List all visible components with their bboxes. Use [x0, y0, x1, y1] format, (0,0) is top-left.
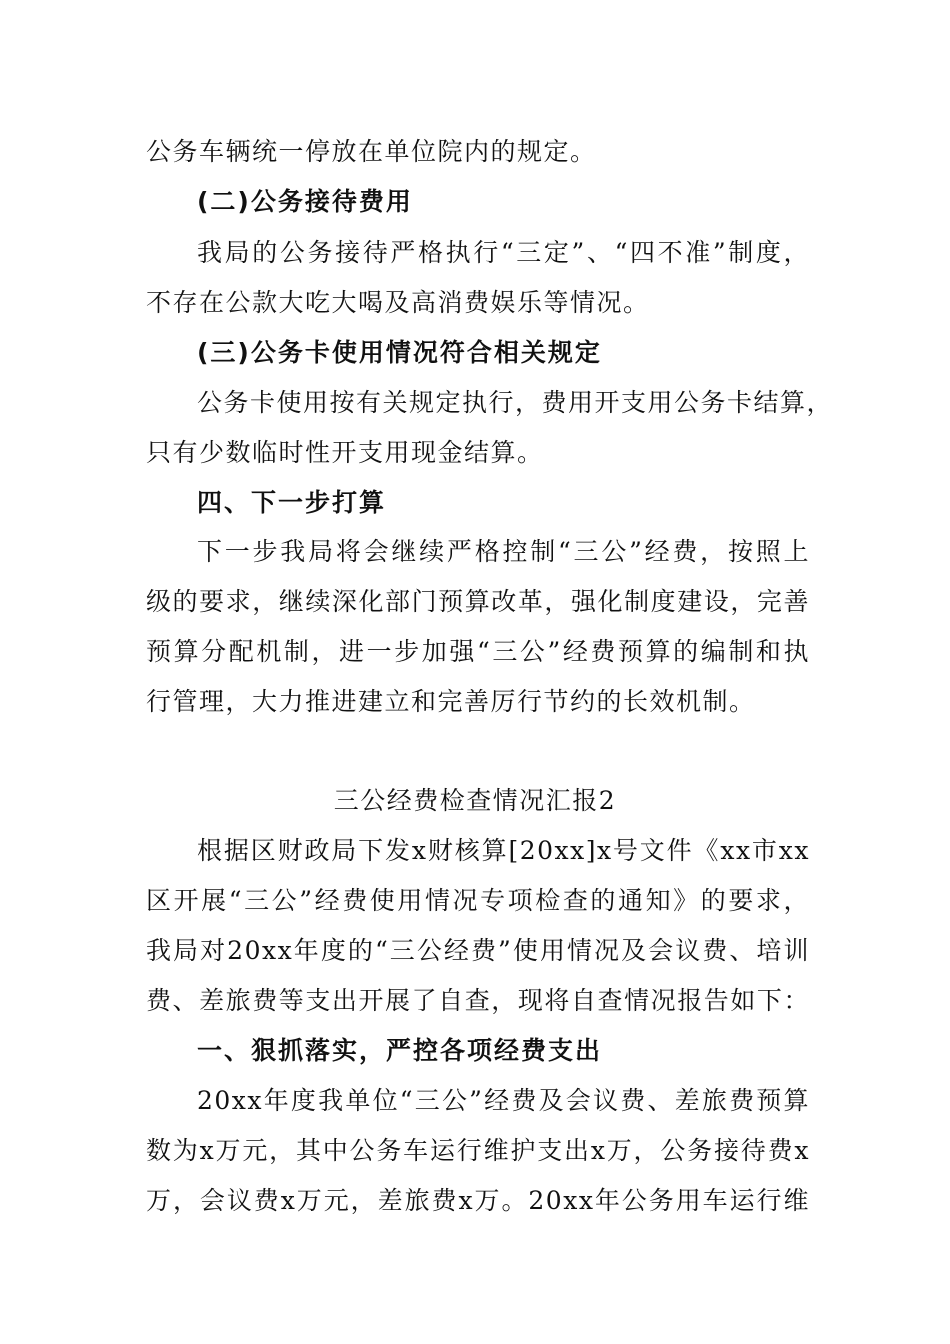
body-text-line: 不存在公款大吃大喝及高消费娱乐等情况。	[146, 288, 650, 317]
body-text-line: 万，会议费x万元，差旅费x万。20xx年公务用车运行维	[146, 1186, 810, 1215]
body-text-line: 公务车辆统一停放在单位院内的规定。	[146, 137, 597, 166]
section-heading: (二)公务接待费用	[197, 187, 413, 216]
body-text-line: 公务卡使用按有关规定执行，费用开支用公务卡结算，	[197, 388, 834, 417]
section-heading: (三)公务卡使用情况符合相关规定	[197, 338, 602, 367]
body-text-line: 20xx年度我单位“三公”经费及会议费、差旅费预算	[197, 1086, 810, 1115]
body-text-line: 预算分配机制，进一步加强“三公”经费预算的编制和执	[146, 637, 810, 666]
body-text-line: 下一步我局将会继续严格控制“三公”经费，按照上	[197, 537, 810, 566]
section-heading: 一、狠抓落实，严控各项经费支出	[197, 1036, 603, 1065]
body-text-line: 级的要求，继续深化部门预算改革，强化制度建设，完善	[146, 587, 810, 616]
body-text-line: 数为x万元，其中公务车运行维护支出x万，公务接待费x	[146, 1136, 810, 1165]
body-text-line: 根据区财政局下发x财核算[20xx]x号文件《xx市xx	[197, 836, 810, 865]
body-text-line: 我局的公务接待严格执行“三定”、“四不准”制度，	[197, 238, 810, 267]
body-text-line: 只有少数临时性开支用现金结算。	[146, 438, 544, 467]
body-text-line: 行管理，大力推进建立和完善厉行节约的长效机制。	[146, 687, 756, 716]
body-text-line: 区开展“三公”经费使用情况专项检查的通知》的要求，	[146, 886, 810, 915]
section-heading: 四、下一步打算	[197, 488, 387, 517]
body-text-line: 费、差旅费等支出开展了自查，现将自查情况报告如下：	[146, 986, 810, 1015]
document-title: 三公经费检查情况汇报2	[333, 786, 617, 815]
body-text-line: 我局对20xx年度的“三公经费”使用情况及会议费、培训	[146, 936, 810, 965]
